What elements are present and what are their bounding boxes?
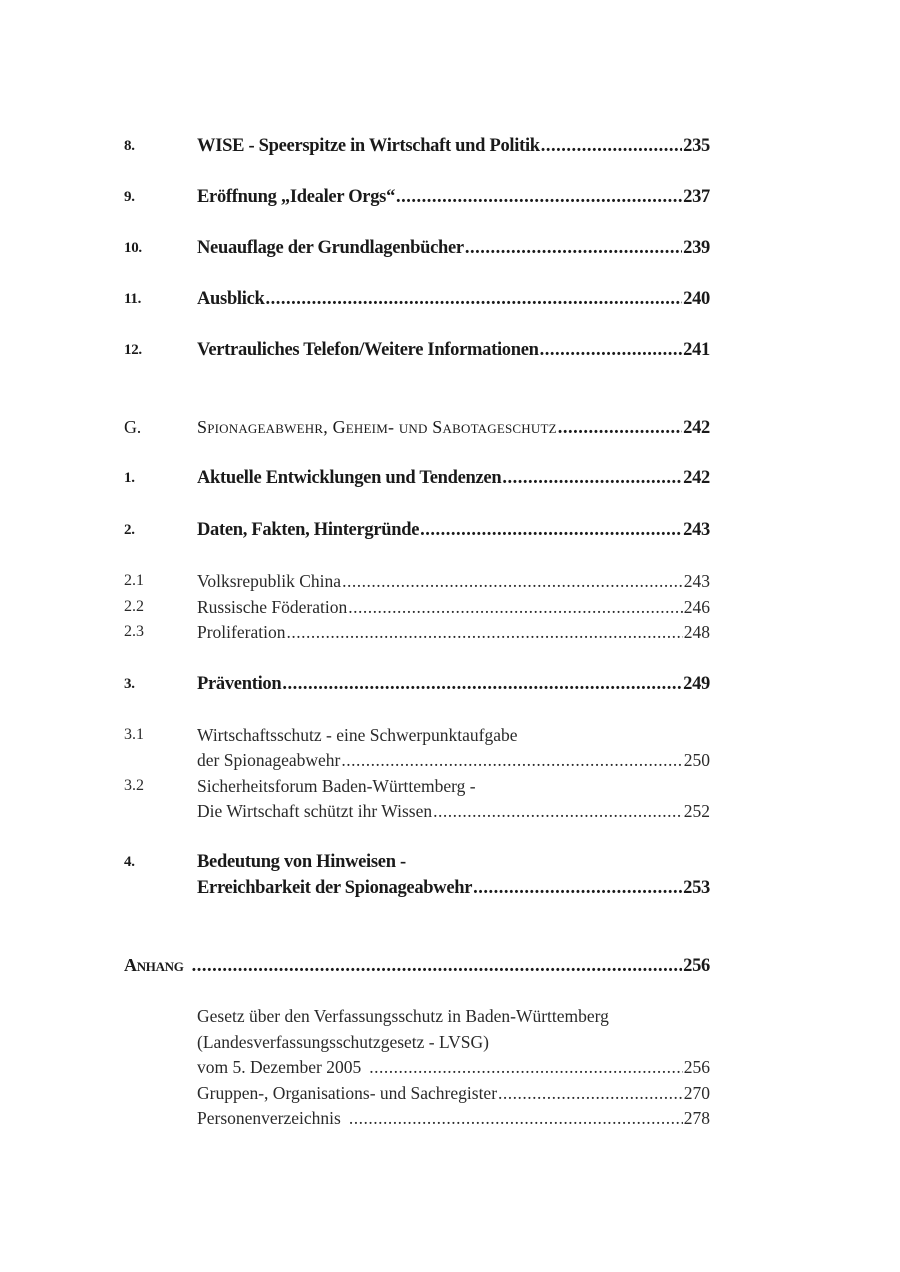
toc-subentry [124, 597, 710, 623]
appendix-title: Anhang [124, 955, 184, 975]
entry-number: 2. [124, 522, 135, 538]
entry-page: 248 [683, 622, 710, 642]
entry-number: 8. [124, 138, 135, 154]
dot-leader [266, 289, 683, 310]
entry-title: Wirtschaftsschutz - eine Schwerpunktaufgabe [197, 725, 518, 745]
entry-page: 253 [683, 878, 710, 898]
entry-page: 239 [683, 238, 710, 258]
toc-entry [124, 238, 710, 264]
dot-leader [282, 674, 682, 695]
toc-subentry-continuation [124, 801, 710, 827]
toc-appendix-item-continuation [124, 1032, 710, 1058]
entry-title: Volksrepublik China [197, 571, 342, 591]
toc-subentry [124, 622, 710, 648]
entry-page: 235 [683, 136, 710, 156]
dot-leader [540, 340, 682, 361]
toc-entry [124, 136, 710, 162]
chapter-title: Spionageabwehr, Geheim- und Sabotageschutz [197, 417, 557, 437]
entry-page: 243 [683, 520, 710, 540]
dot-leader [498, 1083, 683, 1104]
chapter-letter: G. [124, 417, 141, 437]
entry-number: 3. [124, 676, 135, 692]
toc-entry [124, 289, 710, 315]
dot-leader [433, 801, 683, 822]
entry-title: Sicherheitsforum Baden-Württemberg - [197, 776, 476, 796]
toc-appendix [124, 955, 710, 981]
toc-entry [124, 852, 710, 878]
toc-entry [124, 674, 710, 700]
entry-title: Daten, Fakten, Hintergründe [197, 520, 420, 540]
dot-leader [473, 878, 682, 899]
entry-title: Personenverzeichnis [197, 1108, 341, 1128]
entry-number: 1. [124, 470, 135, 486]
entry-title: Prävention [197, 674, 282, 694]
dot-leader [342, 571, 683, 592]
entry-page: 270 [683, 1083, 710, 1103]
entry-number: 2.1 [124, 572, 144, 589]
dot-leader [502, 468, 682, 489]
entry-number: 2.3 [124, 623, 144, 640]
toc-appendix-item-continuation [124, 1057, 710, 1083]
entry-title: vom 5. Dezember 2005 [197, 1057, 362, 1077]
entry-page: 246 [683, 597, 710, 617]
toc-appendix-item [124, 1083, 710, 1109]
entry-number: 10. [124, 240, 142, 256]
entry-page: 241 [683, 340, 710, 360]
entry-page: 242 [683, 468, 710, 488]
entry-page: 252 [683, 801, 710, 821]
dot-leader [420, 520, 682, 541]
entry-page: 243 [683, 571, 710, 591]
entry-page: 278 [683, 1108, 710, 1128]
entry-title: der Spionageabwehr [197, 750, 341, 770]
toc-appendix-item [124, 1108, 710, 1134]
entry-title: Bedeutung von Hinweisen - [197, 852, 406, 872]
toc-chapter [124, 417, 710, 443]
entry-title: Erreichbarkeit der Spionageabwehr [197, 878, 473, 898]
dot-leader [349, 1108, 683, 1129]
entry-page: 250 [683, 750, 710, 770]
toc-subentry [124, 725, 710, 751]
entry-title: Proliferation [197, 622, 286, 642]
entry-title: Vertrauliches Telefon/Weitere Informationen [197, 340, 539, 360]
entry-number: 12. [124, 342, 142, 358]
toc-entry [124, 520, 710, 546]
entry-title: Gesetz über den Verfassungsschutz in Baden-Württemberg [197, 1006, 609, 1026]
entry-title: (Landesverfassungsschutzgesetz - LVSG) [197, 1032, 489, 1052]
dot-leader [286, 622, 682, 643]
toc-appendix-item [124, 1006, 710, 1032]
entry-title: Ausblick [197, 289, 265, 309]
entry-page: 240 [683, 289, 710, 309]
entry-number: 9. [124, 189, 135, 205]
toc-subentry-continuation [124, 750, 710, 776]
entry-title: Russische Föderation [197, 597, 348, 617]
entry-number: 4. [124, 854, 135, 870]
entry-page: 237 [683, 187, 710, 207]
toc-entry [124, 468, 710, 494]
entry-page: 256 [683, 956, 710, 976]
entry-title: WISE - Speerspitze in Wirtschaft und Politik [197, 136, 540, 156]
entry-page: 256 [683, 1057, 710, 1077]
entry-title: Eröffnung „Idealer Orgs“ [197, 187, 396, 207]
entry-page: 242 [683, 418, 710, 438]
dot-leader [341, 750, 682, 771]
entry-title: Aktuelle Entwicklungen und Tendenzen [197, 468, 502, 488]
dot-leader [369, 1057, 682, 1078]
dot-leader [396, 187, 682, 208]
dot-leader [192, 956, 683, 977]
entry-title: Neuauflage der Grundlagenbücher [197, 238, 464, 258]
dot-leader [541, 136, 682, 157]
entry-page: 249 [683, 674, 710, 694]
entry-number: 3.2 [124, 777, 144, 794]
dot-leader [465, 238, 682, 259]
toc-entry [124, 187, 710, 213]
toc-entry-continuation [124, 878, 710, 904]
entry-title: Gruppen-, Organisations- und Sachregister [197, 1083, 498, 1103]
entry-number: 2.2 [124, 598, 144, 615]
dot-leader [558, 418, 682, 439]
dot-leader [348, 597, 683, 618]
entry-number: 11. [124, 291, 142, 307]
entry-number: 3.1 [124, 726, 144, 743]
toc-entry [124, 340, 710, 366]
entry-title: Die Wirtschaft schützt ihr Wissen [197, 801, 433, 821]
toc-subentry [124, 776, 710, 802]
toc-subentry [124, 571, 710, 597]
